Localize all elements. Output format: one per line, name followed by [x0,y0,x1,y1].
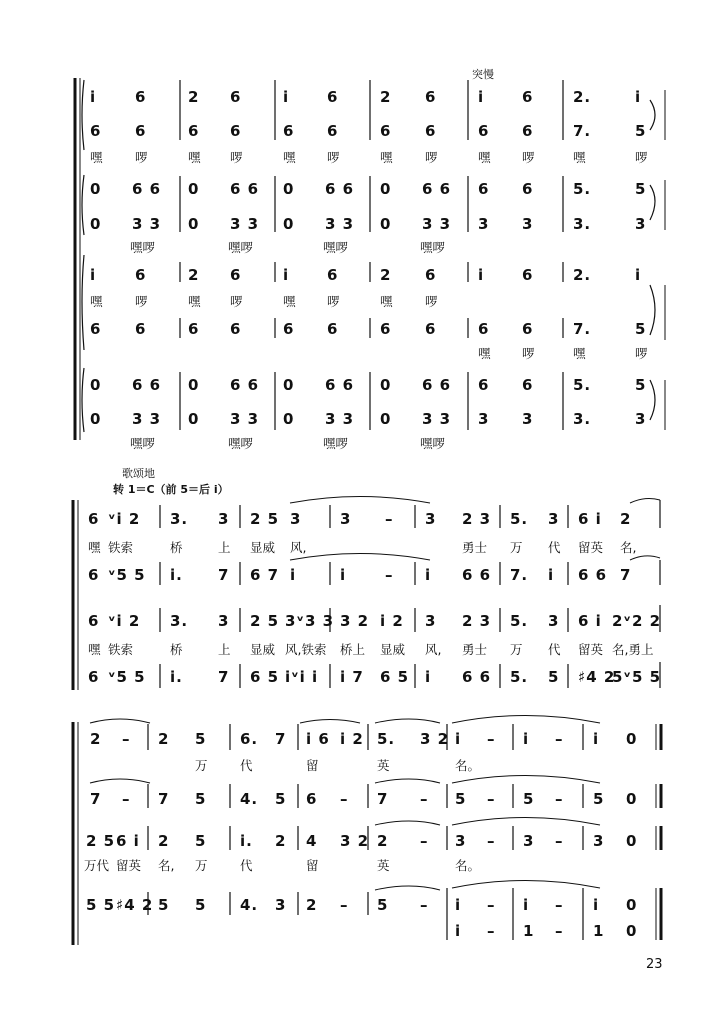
note: 0 [188,410,200,428]
note: 0 [380,215,392,233]
note: 5. [510,510,529,528]
note: i [283,88,290,106]
note: – [420,832,429,850]
note: 6 [230,122,242,140]
note: 2 3 [462,510,492,528]
note: 3 [522,215,534,233]
lyric: 啰 [327,150,340,165]
note: 6 5 [380,668,410,686]
note: 5 [548,668,560,686]
note: 6 [90,320,102,338]
page-number: 23 [646,957,663,972]
lyric: 显威 [250,642,276,657]
note: 5. [573,376,592,394]
lyric: 嘿 [90,294,103,309]
note: 3 [290,510,302,528]
lyric: 桥 [170,540,183,555]
note: 0 [380,410,392,428]
note: 2. [573,266,592,284]
note: – [555,922,564,940]
note: 2 3 [462,612,492,630]
lyric: 啰 [230,294,243,309]
note: – [487,832,496,850]
note: i [635,266,642,284]
note: – [555,790,564,808]
note: 2 [306,896,318,914]
note: 2 [188,88,200,106]
lyric: 嘿 [380,294,393,309]
lyric: 显威 [380,642,406,657]
note: 6 [188,320,200,338]
lyric: 名,勇上 [612,642,654,657]
note: 6 [88,668,100,686]
note: – [385,566,394,584]
lyric: 显威 [250,540,276,555]
note: 0 [283,376,295,394]
note: 6 6 [230,376,260,394]
note: 6 [522,320,534,338]
lyric: 代 [240,758,253,773]
note: – [487,730,496,748]
note: – [555,730,564,748]
note: 3 3 [132,410,162,428]
lyric: 万代 [84,858,110,873]
note: – [340,896,349,914]
note: i [425,668,432,686]
note: 3. [573,215,592,233]
lyric: 嘿 [188,294,201,309]
note: 3 [478,215,490,233]
note: 2 [158,730,170,748]
note: 2 5 [86,832,116,850]
note: 6 [425,320,437,338]
note: i [593,730,600,748]
lyric: 啰 [327,294,340,309]
note: 6 6 [422,180,452,198]
note: 3 3 [422,410,452,428]
note: i. [170,566,183,584]
note: 0 [90,215,102,233]
lyric: 留英 [116,858,142,873]
note: 6 [522,180,534,198]
tempo-mark: 突慢 [472,68,494,81]
note: 6 [327,320,339,338]
note: 6 6 [462,668,492,686]
lyric: 留 [306,858,319,873]
note: 5. [510,612,529,630]
note: 0 [626,730,638,748]
note: 5. [573,180,592,198]
lyric: 嘿 [188,150,201,165]
lyric: 啰 [230,150,243,165]
lyric: 嘿 [380,150,393,165]
note: 4. [240,896,259,914]
note: – [420,790,429,808]
note: 0 [90,410,102,428]
note: 3ᵛ3 3 [285,612,335,630]
note: 6 6 [325,180,355,198]
note: 2 [380,266,392,284]
note: 6 [88,566,100,584]
note: 5. [377,730,396,748]
lyric: 上 [218,642,231,657]
note: 7 [377,790,389,808]
lyric: 啰 [135,150,148,165]
note: 7 [90,790,102,808]
lyric: 桥 [170,642,183,657]
note: 3 3 [422,215,452,233]
note: – [420,896,429,914]
note: 6 [327,122,339,140]
note: 6 [478,376,490,394]
note: i [478,266,485,284]
lyric: 嘿 [88,642,101,657]
note: i [523,730,530,748]
note: 6 [522,376,534,394]
note: i 2 [380,612,404,630]
note: 6 [135,266,147,284]
note: – [487,790,496,808]
lyric: 嘿 [573,150,586,165]
note: 6 [306,790,318,808]
note: iᵛi i [285,668,319,686]
note: 6 [522,266,534,284]
note: – [555,896,564,914]
note: i [635,88,642,106]
lyric: 啰 [135,294,148,309]
lyric: 桥上 [340,642,366,657]
note: 5 [195,790,207,808]
note: 6 [522,88,534,106]
note: 6 [380,122,392,140]
note: 2 [90,730,102,748]
note: 3 [523,832,535,850]
lyric: 啰 [522,346,535,361]
note: 2 [620,510,632,528]
note: 2 [188,266,200,284]
note: i [455,896,462,914]
lyric: 嘿啰 [228,240,254,255]
note: 3 [548,612,560,630]
lyric: 啰 [635,150,648,165]
lyric: 万 [195,758,208,773]
note: 3 [425,612,437,630]
note: 5 [635,180,647,198]
lyric: 代 [240,858,253,873]
lyric: 铁索 [108,642,134,657]
note: 6 [380,320,392,338]
note: 2ᵛ2 2 [612,612,662,630]
lyric: 嘿啰 [323,436,349,451]
note: 3 3 [230,215,260,233]
note: 7 [275,730,287,748]
note: 6 6 [230,180,260,198]
note: ᵛi 2 [108,510,141,528]
expression-mark: 歌颂地 [122,467,155,480]
note: 3 3 [325,215,355,233]
note: 0 [380,376,392,394]
key-change: 转 1＝C（前 5＝后 i） [113,483,229,496]
note: 3. [573,410,592,428]
note: 3 3 [325,410,355,428]
note: 7. [573,122,592,140]
note: 6 5 [250,668,280,686]
note: 0 [188,180,200,198]
note: 6 i [578,612,602,630]
note: 6 [135,122,147,140]
note: 0 [90,376,102,394]
lyric: 嘿 [90,150,103,165]
note: i. [170,668,183,686]
lyric: 啰 [522,150,535,165]
note: 6 7 [250,566,280,584]
lyric: 嘿 [573,346,586,361]
note: 2 5 [250,510,280,528]
lyric: 勇士 [462,642,488,657]
lyric: 代 [548,540,561,555]
note: 5 [635,320,647,338]
note: 6 6 [132,376,162,394]
note: 0 [188,215,200,233]
note: i [283,266,290,284]
note: ♯4 2 [578,668,616,686]
lyric: 名。 [455,858,481,873]
note: – [340,790,349,808]
note: 6 [283,320,295,338]
note: 3 [478,410,490,428]
note: 5 [195,730,207,748]
lyric: 嘿啰 [323,240,349,255]
note: 0 [90,180,102,198]
note: 0 [626,832,638,850]
lyric: 嘿 [478,150,491,165]
lyric: 嘿 [283,294,296,309]
note: 0 [283,215,295,233]
note: 3. [170,612,189,630]
note: 3 3 [230,410,260,428]
note: ♯4 2 [116,896,154,914]
lyric: 英 [377,758,390,773]
lyric: 嘿啰 [228,436,254,451]
note: 3 [635,215,647,233]
note: 1 [593,922,605,940]
note: 5 [377,896,389,914]
note: 7 [158,790,170,808]
note: 6 [425,266,437,284]
lyric: 名, [620,540,637,555]
note: 4 [306,832,318,850]
note: i [340,566,347,584]
note: 7 [620,566,632,584]
note: 6 [135,320,147,338]
note: 6 6 [578,566,608,584]
lyric: 万 [195,858,208,873]
note: 2 5 [250,612,280,630]
note: 4. [240,790,259,808]
note: 6 [425,88,437,106]
note: 6 6 [325,376,355,394]
note: 6 [88,510,100,528]
note: 6 [283,122,295,140]
note: 6 6 [462,566,492,584]
note: 5 [158,896,170,914]
note: 5 [195,896,207,914]
note: 0 [283,410,295,428]
note: 3 [425,510,437,528]
lyric: 啰 [635,346,648,361]
note: 6 [327,88,339,106]
note: i 6 [306,730,330,748]
note: 2 [158,832,170,850]
note: 6 6 [132,180,162,198]
note: 6 [230,88,242,106]
note: i [593,896,600,914]
note: 2. [573,88,592,106]
note: 0 [188,376,200,394]
note: 5ᵛ5 5 [612,668,662,686]
note: i [290,566,297,584]
note: 5 [275,790,287,808]
note: i 7 [340,668,364,686]
note: – [122,790,131,808]
lyric: 嘿啰 [420,240,446,255]
lyric: 名, [158,858,175,873]
note: 0 [626,790,638,808]
note: 0 [626,922,638,940]
lyric: 风,铁索 [285,642,327,657]
lyric: 嘿啰 [420,436,446,451]
note: – [487,922,496,940]
lyric: 嘿啰 [130,436,156,451]
note: i [523,896,530,914]
lyric: 留英 [578,540,604,555]
lyric: 嘿 [478,346,491,361]
note: 2 [275,832,287,850]
lyric: 风, [425,642,442,657]
note: 3 [218,510,230,528]
note: 3. [170,510,189,528]
note: 5 [635,376,647,394]
note: i [425,566,432,584]
note: i [90,266,97,284]
note: 6 [478,180,490,198]
note: 7. [510,566,529,584]
lyric: 勇士 [462,540,488,555]
note: – [122,730,131,748]
note: 3 [455,832,467,850]
lyric: 啰 [425,150,438,165]
note: 6 i [116,832,140,850]
note: 3 [548,510,560,528]
note: ᵛ5 5 [108,668,146,686]
note: 5 [195,832,207,850]
note: 6 [135,88,147,106]
note: ᵛi 2 [108,612,141,630]
note: i. [240,832,253,850]
note: 6. [240,730,259,748]
note: 5 [523,790,535,808]
note: 3 2 [420,730,450,748]
note: 5 5 [86,896,116,914]
note: 3 2 [340,612,370,630]
note: 2 [380,88,392,106]
lyric: 风, [290,540,307,555]
lyric: 留英 [578,642,604,657]
note: i [90,88,97,106]
note: i [548,566,555,584]
note: 5. [510,668,529,686]
note: 6 [425,122,437,140]
note: i 2 [340,730,364,748]
note: 1 [523,922,535,940]
note: 6 [230,320,242,338]
note: 6 [478,320,490,338]
lyric: 嘿 [283,150,296,165]
note: 0 [626,896,638,914]
note: i [455,730,462,748]
lyric: 英 [377,858,390,873]
note: i [455,922,462,940]
note: 6 [90,122,102,140]
note: 3 2 [340,832,370,850]
note: 0 [283,180,295,198]
note: 6 i [578,510,602,528]
note: 6 [88,612,100,630]
note: 3 [218,612,230,630]
note: 3 [522,410,534,428]
note: – [385,510,394,528]
lyric: 留 [306,758,319,773]
lyric: 铁索 [108,540,134,555]
note: 6 [478,122,490,140]
note: 3 [340,510,352,528]
note: i [478,88,485,106]
note: 6 [230,266,242,284]
note: 6 [188,122,200,140]
lyric: 万 [510,642,523,657]
note: 6 [327,266,339,284]
lyric: 万 [510,540,523,555]
note: 3 [635,410,647,428]
note: – [487,896,496,914]
note: 6 [522,122,534,140]
lyric: 嘿啰 [130,240,156,255]
note: ᵛ5 5 [108,566,146,584]
note: – [555,832,564,850]
note: 7 [218,668,230,686]
note: 2 [377,832,389,850]
lyric: 上 [218,540,231,555]
lyric: 嘿 [88,540,101,555]
lyric: 名。 [455,758,481,773]
note: 3 [593,832,605,850]
note: 7 [218,566,230,584]
note: 3 [275,896,287,914]
note: 0 [380,180,392,198]
lyric: 啰 [425,294,438,309]
lyric: 代 [548,642,561,657]
note: 5 [455,790,467,808]
note: 7. [573,320,592,338]
note: 5 [635,122,647,140]
note: 5 [593,790,605,808]
note: 6 6 [422,376,452,394]
note: 3 3 [132,215,162,233]
